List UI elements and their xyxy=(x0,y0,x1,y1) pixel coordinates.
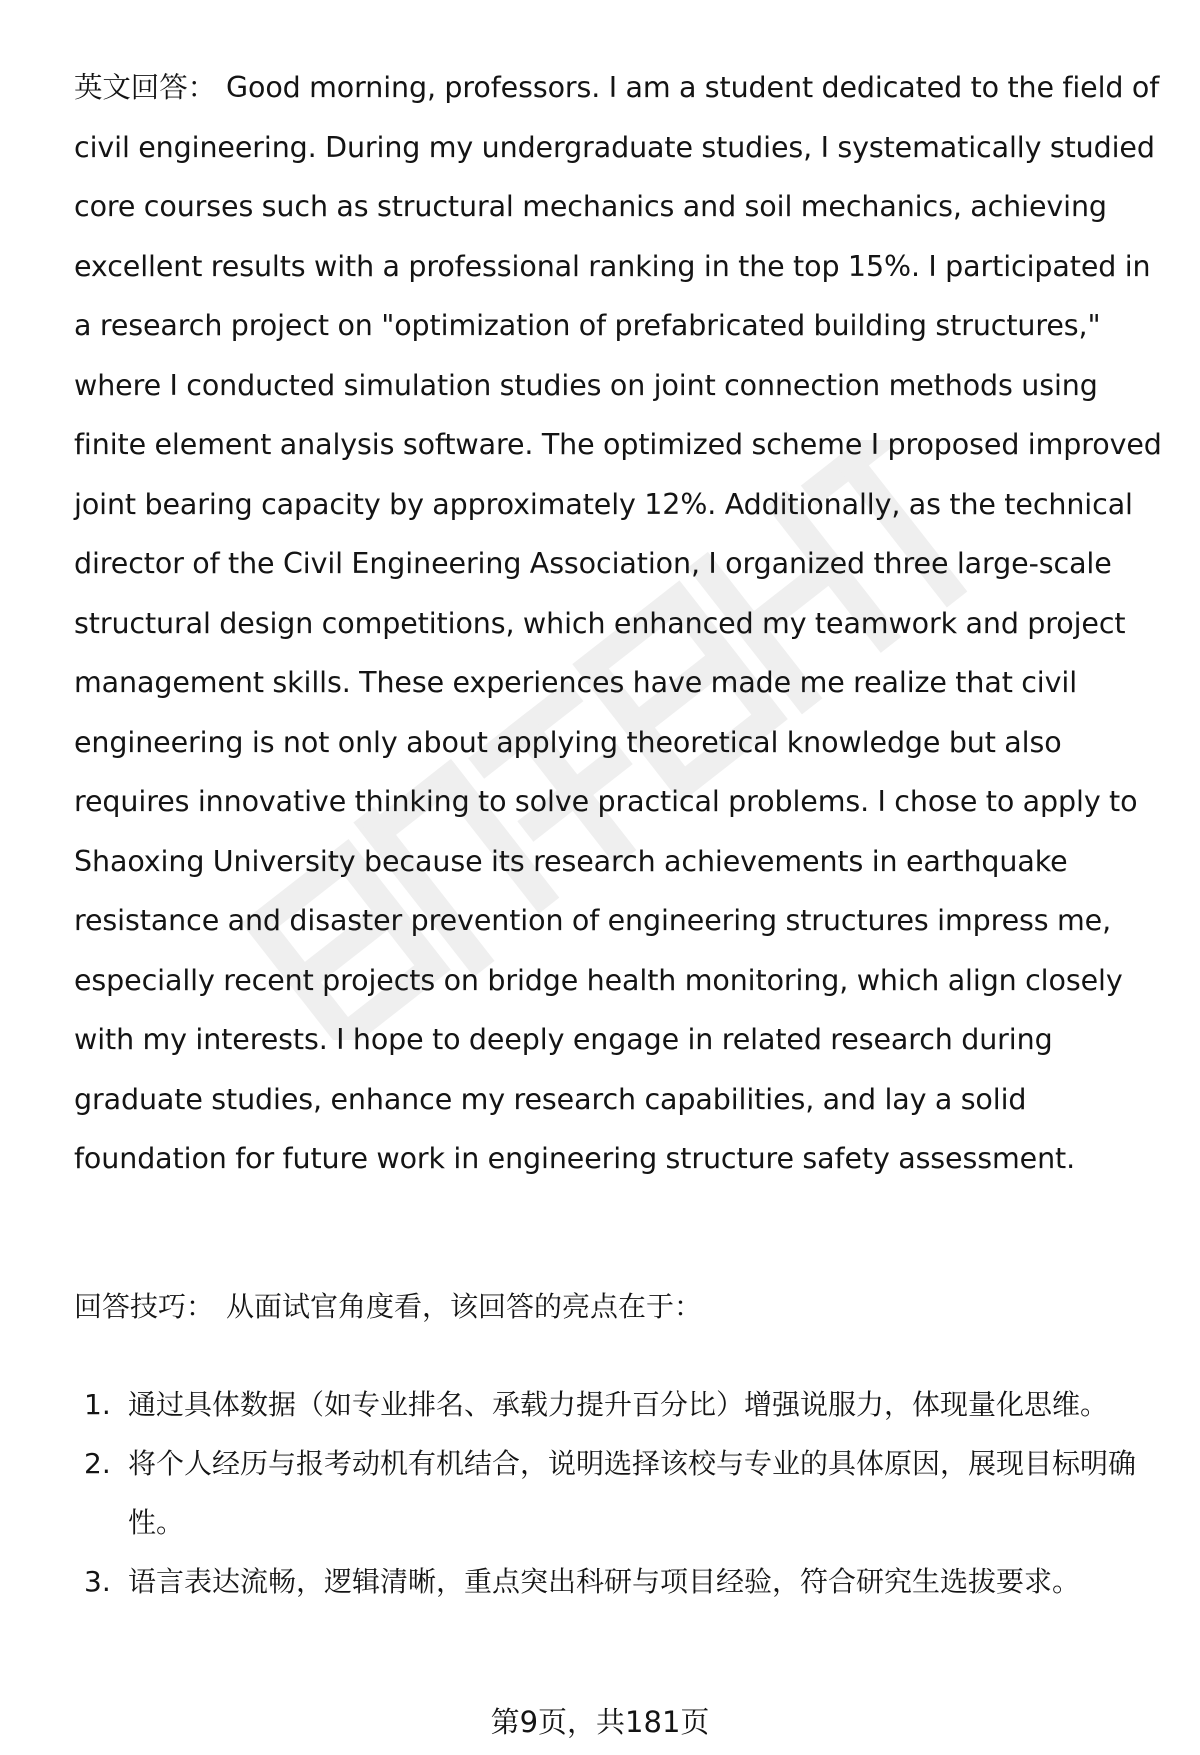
tips-intro: 从面试官角度看，该回答的亮点在于： xyxy=(226,1290,703,1323)
tips-list xyxy=(74,1375,1164,1611)
list-item-text: 将个人经历与报考动机有机结合，说明选择该校与专业的具体原因，展现目标明确性。 xyxy=(128,1447,1137,1539)
list-item xyxy=(74,1552,1164,1611)
page-number-footer: 第9页，共181页 xyxy=(490,1705,710,1739)
list-item-text: 通过具体数据（如专业排名、承载力提升百分比）增强说服力，体现量化思维。 xyxy=(128,1388,1109,1421)
english-answer-paragraph xyxy=(74,58,1164,1189)
list-item-text: 语言表达流畅，逻辑清晰，重点突出科研与项目经验，符合研究生选拔要求。 xyxy=(128,1565,1081,1598)
answer-text: Good morning, professors. I am a student dedicated to the field of civil engineering. During my undergraduate studies, I systematically studied core courses such as structural mechanics and soil mechanics, achieving excellent results with a professional ranking in the top 15%. I participated in a research project on "optimization of prefabricated building structures," where I conducted simulation studies on joint connection methods using finite element analysis software. The optimized scheme I proposed improved joint bearing capacity by approximately 12%. Additionally, as the technical director of the Civil Engineering Association, I organized three large-scale structural design competitions, which enhanced my teamwork and project management skills. These experiences have made me realize that civil engineering is not only about applying theoretical knowledge but also requires innovative thinking to solve practical problems. I chose to apply to Shaoxing University because its research achievements in earthquake resistance and disaster prevention of engineering structures impress me, especially recent projects on bridge health monitoring, which align closely with my interests. I hope to deeply engage in related research during graduate studies, enhance my research capabilities, and lay a solid foundation for future work in engineering structure safety assessment. xyxy=(74,71,1162,1175)
list-item xyxy=(74,1375,1164,1434)
tips-label: 回答技巧： xyxy=(74,1290,215,1323)
list-item-number: 3. xyxy=(84,1565,111,1598)
list-item xyxy=(74,1434,1164,1552)
list-item-number: 2. xyxy=(84,1447,111,1480)
tips-heading xyxy=(74,1283,1164,1331)
list-item-number: 1. xyxy=(84,1388,111,1421)
answer-label: 英文回答： xyxy=(74,71,217,104)
